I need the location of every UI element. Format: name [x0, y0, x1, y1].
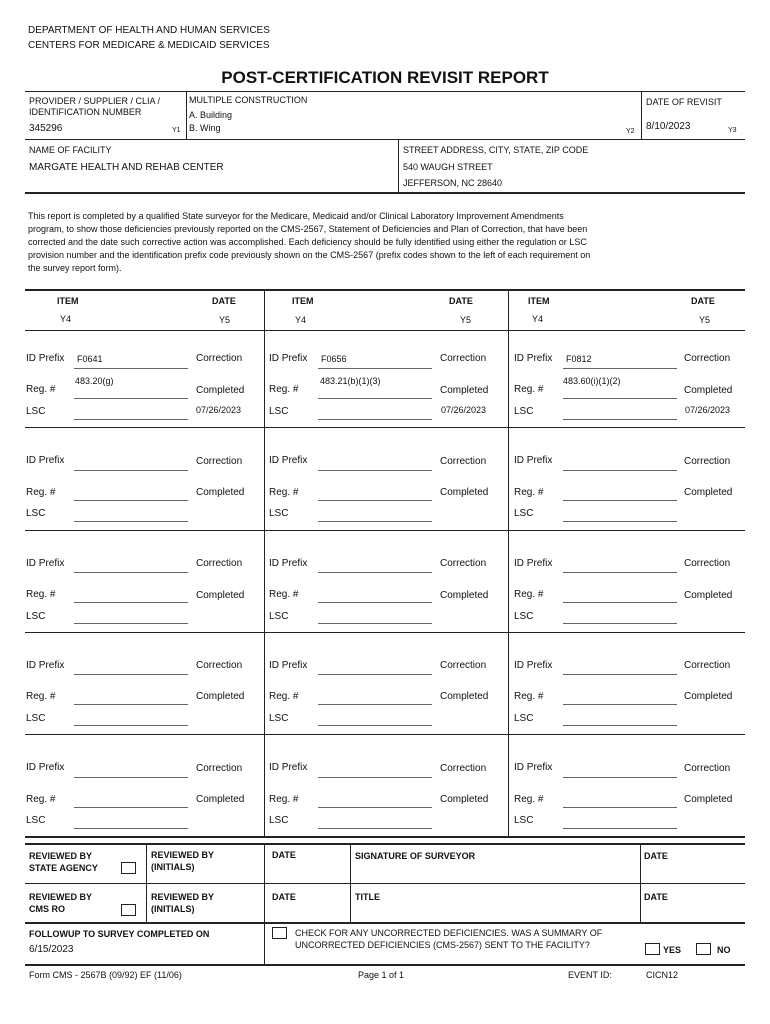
item-header: ITEM: [57, 296, 79, 306]
id-prefix-label: ID Prefix: [514, 660, 553, 671]
address-label: STREET ADDRESS, CITY, STATE, ZIP CODE: [403, 145, 589, 155]
correction-label: Correction: [684, 660, 731, 671]
building-label: A. Building: [189, 110, 233, 120]
completed-label: Completed: [684, 487, 733, 498]
reg-label: Reg. #: [514, 487, 544, 498]
reg-label: Reg. #: [269, 487, 299, 498]
id-prefix-field[interactable]: [318, 470, 432, 471]
date-header: DATE: [212, 296, 236, 306]
lsc-field[interactable]: [318, 623, 432, 624]
centers-line: CENTERS FOR MEDICARE & MEDICAID SERVICES: [28, 40, 270, 51]
id-prefix-field[interactable]: [563, 470, 677, 471]
reg-label: Reg. #: [514, 794, 544, 805]
correction-label: Correction: [440, 456, 487, 467]
date-label: DATE: [272, 850, 296, 860]
id-prefix-label: ID Prefix: [514, 558, 553, 569]
id-prefix-field[interactable]: [74, 674, 188, 675]
correction-label: Correction: [684, 456, 731, 467]
lsc-field[interactable]: [563, 623, 677, 624]
lsc-label: LSC: [514, 815, 534, 826]
state-agency-checkbox[interactable]: [121, 862, 136, 874]
lsc-label: LSC: [26, 406, 46, 417]
reg-field[interactable]: [74, 704, 188, 705]
reg-label: Reg. #: [269, 589, 299, 600]
item-code: Y4: [295, 315, 307, 325]
lsc-field[interactable]: [74, 725, 188, 726]
reg-label: Reg. #: [269, 794, 299, 805]
correction-label: Correction: [196, 558, 243, 569]
reg-label: Reg. #: [26, 589, 56, 600]
reg-label: Reg. #: [26, 487, 56, 498]
reg-field[interactable]: [318, 704, 432, 705]
lsc-label: LSC: [269, 611, 289, 622]
id-prefix-field[interactable]: F0656: [321, 354, 347, 364]
lsc-field[interactable]: [74, 521, 188, 522]
reg-label: Reg. #: [26, 384, 56, 395]
id-prefix-field[interactable]: [563, 777, 677, 778]
reg-field[interactable]: [74, 602, 188, 603]
id-prefix-label: ID Prefix: [26, 558, 65, 569]
date-label: DATE: [272, 892, 296, 902]
id-prefix-label: ID Prefix: [269, 455, 308, 466]
lsc-label: LSC: [269, 406, 289, 417]
provider-label: PROVIDER / SUPPLIER / CLIA /: [29, 96, 161, 106]
completed-date-field[interactable]: 07/26/2023: [196, 405, 242, 415]
revisit-date-label: DATE OF REVISIT: [646, 97, 722, 107]
page-number: Page 1 of 1: [358, 970, 405, 980]
reg-field[interactable]: [74, 500, 188, 501]
item-code: Y4: [60, 314, 72, 324]
completed-label: Completed: [440, 590, 489, 601]
construction-code: Y2: [626, 128, 635, 135]
completed-label: Completed: [196, 691, 245, 702]
reviewed-by-initials-label: REVIEWED BY: [151, 850, 215, 860]
date-code: Y5: [460, 315, 472, 325]
intro-line-3: corrected and the date such corrective action was accomplished. Each deficiency should be fully identified using either the regulation or LSC: [28, 237, 587, 247]
correction-label: Correction: [196, 456, 243, 467]
reviewed-by-label: REVIEWED BY: [29, 892, 93, 902]
uncorrected-checkbox[interactable]: [272, 927, 287, 939]
id-prefix-label: ID Prefix: [26, 455, 65, 466]
correction-label: Correction: [684, 763, 731, 774]
correction-label: Correction: [684, 558, 731, 569]
yes-label: YES: [663, 945, 682, 955]
construction-label: MULTIPLE CONSTRUCTION: [189, 95, 308, 105]
id-prefix-field[interactable]: [74, 572, 188, 573]
completed-label: Completed: [196, 794, 245, 805]
reg-label: Reg. #: [514, 589, 544, 600]
reg-field[interactable]: [318, 807, 432, 808]
lsc-field[interactable]: [74, 623, 188, 624]
id-prefix-field[interactable]: F0812: [566, 354, 592, 364]
date-header: DATE: [691, 296, 715, 306]
date-header: DATE: [449, 296, 473, 306]
id-prefix-field[interactable]: [318, 572, 432, 573]
item-code: Y4: [532, 314, 544, 324]
reg-field[interactable]: 483.20(g): [75, 376, 114, 386]
lsc-label: LSC: [26, 508, 46, 519]
followup-date-field[interactable]: 6/15/2023: [29, 944, 74, 955]
lsc-field[interactable]: [318, 521, 432, 522]
intro-line-1: This report is completed by a qualified State surveyor for the Medicare, Medicaid and/or Clinical Laboratory Improvement Amendments: [28, 211, 564, 221]
id-prefix-label: ID Prefix: [269, 353, 308, 364]
reg-field[interactable]: 483.21(b)(1)(3): [320, 376, 381, 386]
title-label: TITLE: [355, 892, 380, 902]
id-prefix-label: ID Prefix: [26, 660, 65, 671]
lsc-label: LSC: [26, 815, 46, 826]
intro-line-4: provision number and the identification prefix code previously shown on the CMS-2567 (prefix codes shown to the left of each requirement on: [28, 250, 591, 260]
id-prefix-field[interactable]: [563, 572, 677, 573]
id-prefix-field[interactable]: [563, 674, 677, 675]
id-prefix-field[interactable]: [74, 777, 188, 778]
reg-label: Reg. #: [26, 794, 56, 805]
correction-label: Correction: [440, 763, 487, 774]
lsc-field[interactable]: [318, 725, 432, 726]
department-line: DEPARTMENT OF HEALTH AND HUMAN SERVICES: [28, 25, 270, 36]
id-prefix-label: ID Prefix: [26, 762, 65, 773]
id-prefix-label: ID Prefix: [269, 762, 308, 773]
completed-label: Completed: [684, 794, 733, 805]
id-prefix-label: ID Prefix: [514, 762, 553, 773]
id-prefix-label: ID Prefix: [269, 558, 308, 569]
no-label: NO: [717, 945, 731, 955]
intro-line-2: program, to show those deficiencies previously reported on the CMS-2567, Statement of Deficiencies and Plan of Correction, that have been: [28, 224, 588, 234]
lsc-field[interactable]: [74, 828, 188, 829]
correction-label: Correction: [196, 763, 243, 774]
reg-field[interactable]: [318, 500, 432, 501]
signature-label: SIGNATURE OF SURVEYOR: [355, 851, 476, 861]
reg-field[interactable]: 483.60(i)(1)(2): [563, 376, 621, 386]
lsc-field[interactable]: [563, 725, 677, 726]
page-title: POST-CERTIFICATION REVISIT REPORT: [221, 68, 549, 87]
id-prefix-field[interactable]: F0641: [77, 354, 103, 364]
id-prefix-label: ID Prefix: [514, 455, 553, 466]
completed-label: Completed: [196, 487, 245, 498]
lsc-field[interactable]: [563, 521, 677, 522]
date-label: DATE: [644, 851, 668, 861]
reg-label: Reg. #: [514, 384, 544, 395]
reg-label: Reg. #: [26, 691, 56, 702]
completed-label: Completed: [440, 487, 489, 498]
no-checkbox[interactable]: [696, 943, 711, 955]
reg-field[interactable]: [563, 602, 677, 603]
revisit-code: Y3: [728, 127, 737, 134]
event-id-label: EVENT ID:: [568, 970, 612, 980]
reg-label: Reg. #: [269, 691, 299, 702]
city-field[interactable]: JEFFERSON, NC 28640: [403, 178, 503, 188]
check-text-line1: CHECK FOR ANY UNCORRECTED DEFICIENCIES. WAS A SUMMARY OF: [295, 928, 603, 938]
reg-field[interactable]: [563, 500, 677, 501]
intro-line-5: the survey report form).: [28, 263, 122, 273]
facility-name-field[interactable]: MARGATE HEALTH AND REHAB CENTER: [29, 162, 224, 173]
state-agency-label: STATE AGENCY: [29, 863, 98, 873]
lsc-label: LSC: [269, 815, 289, 826]
correction-label: Correction: [440, 353, 487, 364]
reviewed-by-initials-label: REVIEWED BY: [151, 892, 215, 902]
event-id-value: CICN12: [646, 970, 679, 980]
lsc-label: LSC: [514, 406, 534, 417]
completed-label: Completed: [684, 385, 733, 396]
correction-label: Correction: [684, 353, 731, 364]
completed-label: Completed: [440, 691, 489, 702]
lsc-label: LSC: [269, 508, 289, 519]
initials-label: (INITIALS): [151, 862, 195, 872]
reg-field[interactable]: [563, 807, 677, 808]
id-prefix-field[interactable]: [318, 777, 432, 778]
cms-ro-label: CMS RO: [29, 904, 65, 914]
lsc-label: LSC: [514, 713, 534, 724]
lsc-field[interactable]: [318, 828, 432, 829]
lsc-field[interactable]: [563, 828, 677, 829]
completed-date-field[interactable]: 07/26/2023: [441, 405, 487, 415]
correction-label: Correction: [196, 353, 243, 364]
yes-checkbox[interactable]: [645, 943, 660, 955]
completed-label: Completed: [440, 794, 489, 805]
reg-field[interactable]: [563, 704, 677, 705]
date-label: DATE: [644, 892, 668, 902]
completed-label: Completed: [196, 385, 245, 396]
id-prefix-label: ID Prefix: [514, 353, 553, 364]
reg-label: Reg. #: [514, 691, 544, 702]
completed-label: Completed: [196, 590, 245, 601]
id-prefix-field[interactable]: [74, 470, 188, 471]
item-header: ITEM: [292, 296, 314, 306]
reg-label: Reg. #: [269, 384, 299, 395]
lsc-label: LSC: [26, 611, 46, 622]
provider-label-line2: IDENTIFICATION NUMBER: [29, 107, 142, 117]
form-number: Form CMS - 2567B (09/92) EF (11/06): [29, 970, 182, 980]
item-header: ITEM: [528, 296, 550, 306]
followup-label: FOLLOWUP TO SURVEY COMPLETED ON: [29, 929, 210, 939]
id-prefix-label: ID Prefix: [269, 660, 308, 671]
id-prefix-field[interactable]: [318, 674, 432, 675]
correction-label: Correction: [440, 660, 487, 671]
completed-label: Completed: [684, 590, 733, 601]
completed-label: Completed: [440, 385, 489, 396]
reg-field[interactable]: [318, 602, 432, 603]
cms-ro-checkbox[interactable]: [121, 904, 136, 916]
lsc-label: LSC: [514, 611, 534, 622]
street-field[interactable]: 540 WAUGH STREET: [403, 162, 493, 172]
date-code: Y5: [699, 315, 711, 325]
id-prefix-label: ID Prefix: [26, 353, 65, 364]
revisit-date-field[interactable]: 8/10/2023: [646, 121, 691, 132]
provider-code: Y1: [172, 127, 181, 134]
initials-label: (INITIALS): [151, 904, 195, 914]
check-text-line2: UNCORRECTED DEFICIENCIES (CMS-2567) SENT TO THE FACILITY?: [295, 940, 590, 950]
completed-date-field[interactable]: 07/26/2023: [685, 405, 731, 415]
correction-label: Correction: [440, 558, 487, 569]
reg-field[interactable]: [74, 807, 188, 808]
reviewed-by-label: REVIEWED BY: [29, 851, 93, 861]
facility-name-label: NAME OF FACILITY: [29, 145, 112, 155]
wing-label: B. Wing: [189, 123, 221, 133]
lsc-label: LSC: [26, 713, 46, 724]
date-code: Y5: [219, 315, 231, 325]
provider-number-field[interactable]: 345296: [29, 123, 63, 134]
completed-label: Completed: [684, 691, 733, 702]
lsc-label: LSC: [514, 508, 534, 519]
lsc-label: LSC: [269, 713, 289, 724]
correction-label: Correction: [196, 660, 243, 671]
